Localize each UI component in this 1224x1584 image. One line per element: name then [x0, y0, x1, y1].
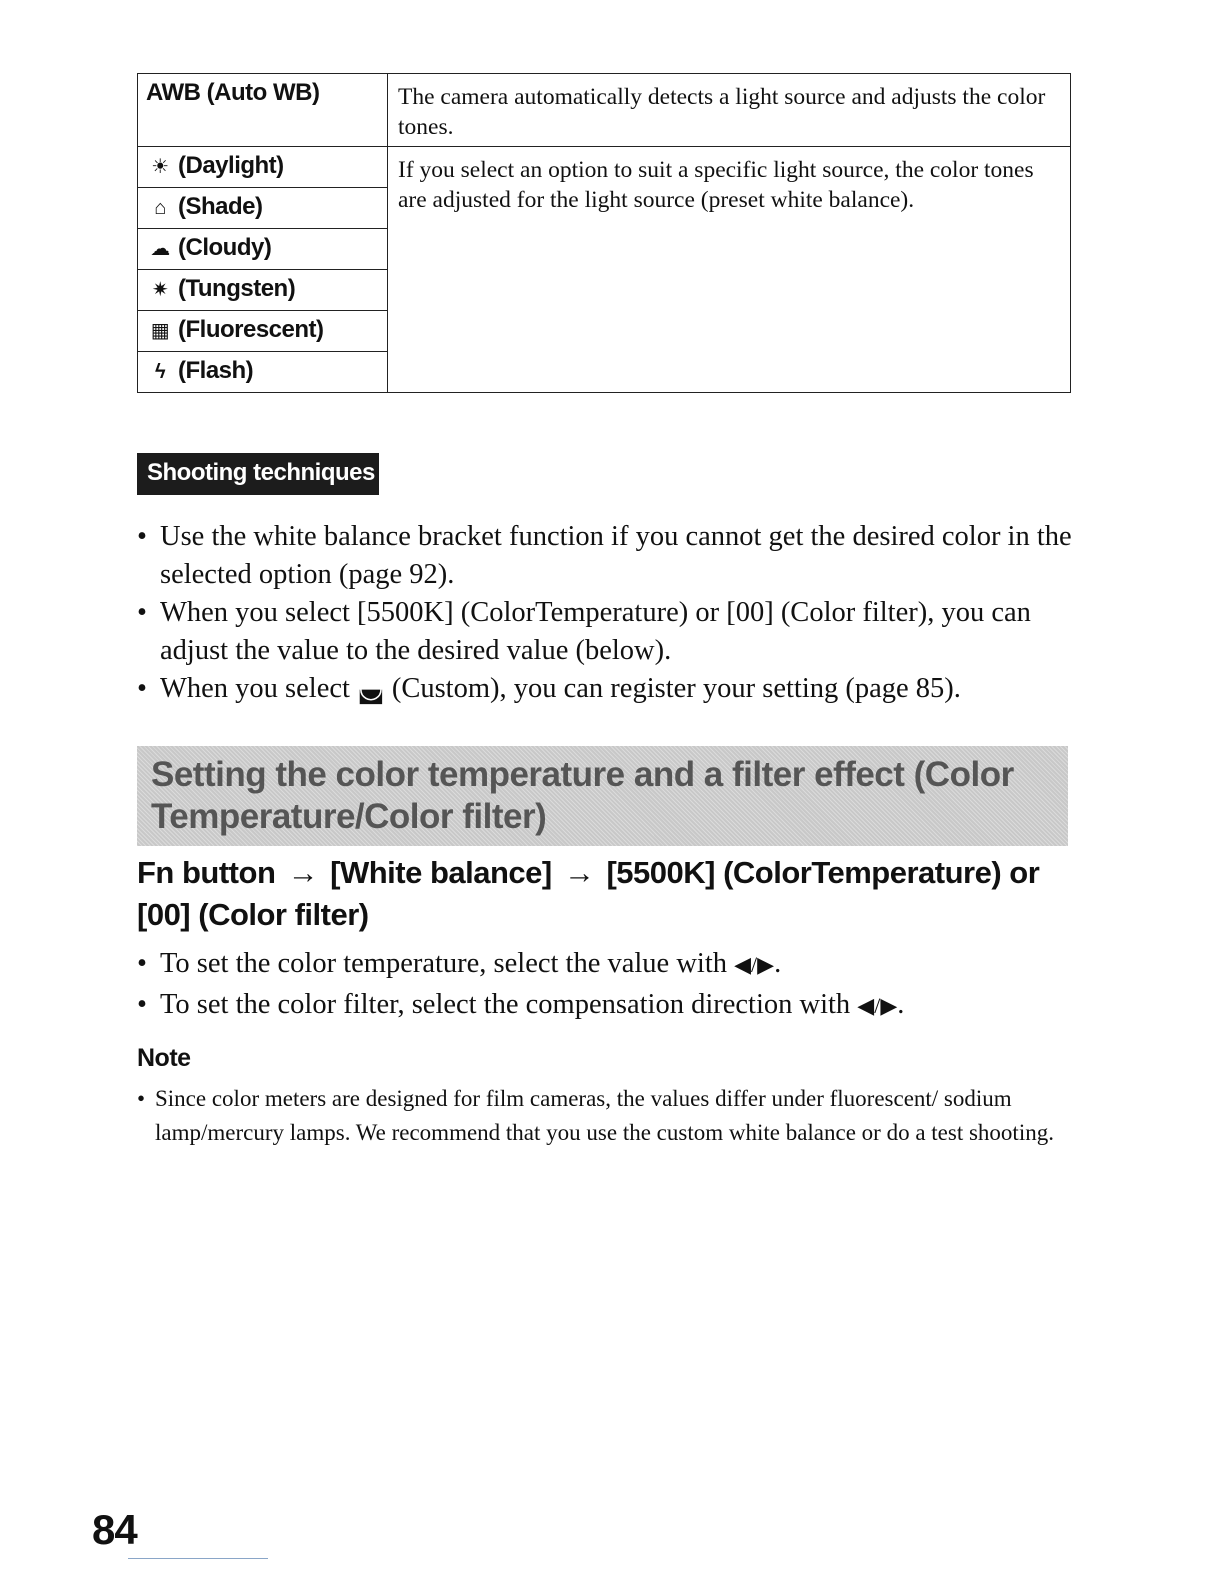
flash-icon: ϟ	[154, 361, 166, 383]
menu-path-option: [5500K] (ColorTemperature) or [00] (Color filter)	[137, 855, 1040, 932]
list-item	[137, 670, 1072, 708]
page-number-rule	[128, 1558, 268, 1559]
wb-description-auto: The camera automatically detects a light source and adjusts the color tones.	[388, 74, 1071, 147]
wb-option-shade	[138, 188, 388, 229]
list-item-text: When you select	[160, 673, 350, 704]
shade-icon: ⌂	[154, 197, 166, 219]
menu-path-fn: Fn button	[137, 855, 276, 890]
wb-option-flash	[138, 352, 388, 393]
left-right-arrow-icon: ◀/▶	[734, 952, 775, 977]
wb-option-label: (Fluorescent)	[178, 316, 324, 343]
custom-wb-icon: ◛	[357, 673, 385, 704]
wb-option-label: (Flash)	[178, 357, 254, 384]
wb-option-label: (Tungsten)	[178, 275, 296, 302]
shooting-techniques-label: Shooting techniques	[137, 453, 379, 495]
note-text: • Since color meters are designed for film cameras, the values differ under fluorescent/ sodium lamp/mercury lamps. We recommend that you use the custom white balance or do a test shooting.	[137, 1082, 1072, 1150]
arrow-right-icon: →	[563, 855, 595, 890]
left-right-arrow-icon: ◀/▶	[857, 993, 898, 1018]
wb-option-auto	[138, 74, 388, 147]
list-item-end: .	[897, 989, 905, 1020]
tungsten-icon: ✷	[151, 279, 169, 301]
page-number: 84	[92, 1506, 137, 1553]
menu-path-heading	[137, 852, 1072, 936]
daylight-icon: ☀	[151, 156, 169, 178]
wb-option-label: (Shade)	[178, 193, 263, 220]
wb-option-daylight	[138, 147, 388, 188]
list-item-text: To set the color filter, select the compensation direction with	[160, 989, 851, 1020]
note-list	[137, 1082, 1072, 1150]
wb-option-label: (Cloudy)	[178, 234, 272, 261]
techniques-list	[137, 518, 1072, 708]
arrow-right-icon: →	[287, 855, 319, 890]
list-item: • Use the white balance bracket function if you cannot get the desired color in the selected option (page 92).	[137, 518, 1072, 594]
fluorescent-icon: ▦	[150, 320, 170, 342]
list-item	[137, 944, 1072, 985]
note-label: Note	[137, 1044, 191, 1072]
wb-option-fluorescent	[138, 311, 388, 352]
wb-option-label: AWB (Auto WB)	[146, 79, 320, 106]
wb-description-preset: If you select an option to suit a specific light source, the color tones are adjusted for the light source (preset white balance).	[388, 147, 1071, 393]
list-item-end: .	[774, 948, 782, 979]
section-title: Setting the color temperature and a filter effect (Color Temperature/Color filter)	[137, 746, 1068, 846]
list-item-text: To set the color temperature, select the value with	[160, 948, 727, 979]
white-balance-table	[137, 73, 1071, 393]
wb-option-label: (Daylight)	[178, 152, 284, 179]
wb-option-tungsten	[138, 270, 388, 311]
list-item: • When you select [5500K] (ColorTemperature) or [00] (Color filter), you can adjust the value to the desired value (below).	[137, 594, 1072, 670]
wb-option-cloudy	[138, 229, 388, 270]
instructions-list	[137, 944, 1072, 1026]
list-item-text: (Custom), you can register your setting (page 85).	[391, 673, 961, 704]
list-item	[137, 985, 1072, 1026]
cloudy-icon: ☁	[150, 238, 170, 260]
menu-path-white-balance: [White balance]	[330, 855, 552, 890]
